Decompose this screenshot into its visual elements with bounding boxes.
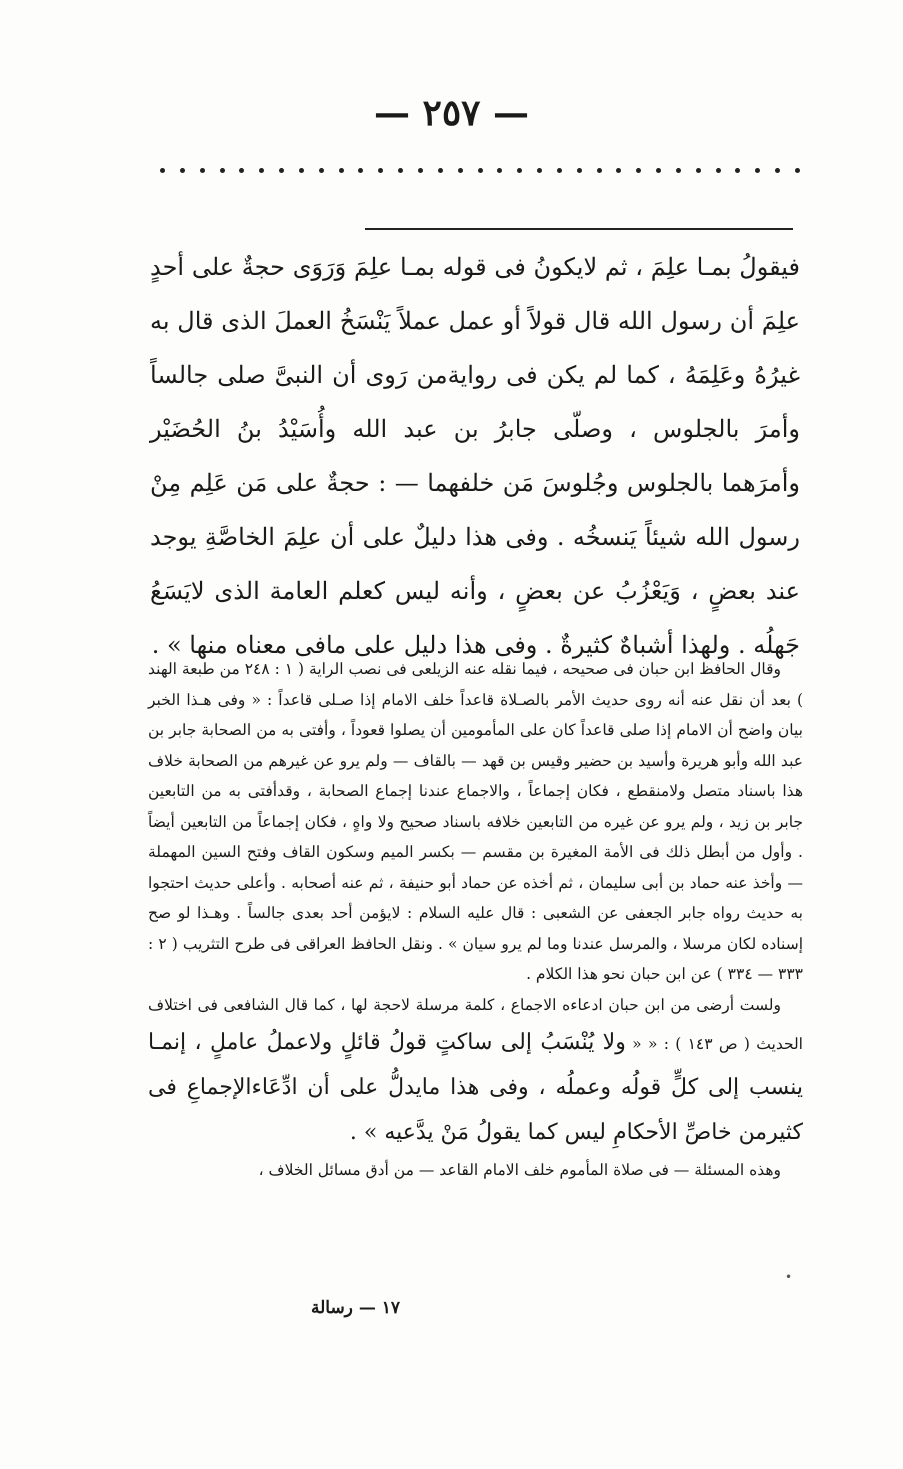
footnote-paragraph-2-quote: ولا يُنْسَبُ إلى ساكتٍ قولُ قائلٍ ولاعملُ عاملٍ ، إنمـا ينسب إلى كلٍّ قولُه وعملُه ، وفى هذا مايدلُّ على أن ادِّعَاءالإجماعِ فى كثيرمن خاصِّ الأحكامِ ليس كما يقولُ مَنْ يدَّعيه » . <box>148 1030 803 1145</box>
main-paragraph: فيقولُ بمـا علِمَ ، ثم لايكونُ فى قوله بمـا علِمَ وَرَوَى حجةٌ على أحدٍ علِمَ أن رسول الله قال قولاً أو عمل عملاً يَنْسَخُ العملَ الذى قال به غيرُهُ وعَلِمَهُ ، كما لم يكن فى روايةمن رَوى أن النبىَّ صلى جالساً وأمرَ بالجلوس ، وصلّى جابرُ بن عبد الله وأُسَيْدُ بنُ الحُضَيْر وأمرَهما بالجلوس وجُلوسَ مَن خلفهما — : حجةٌ على مَن عَلِم مِنْ رسول الله شيئاً يَنسخُه . وفى هذا دليلٌ على أن علِمَ الخاصَّةِ يوجد عند بعضٍ ، وَيَعْزُبُ عن بعضٍ ، وأنه ليس كعلم العامة الذى لايَسَعُ جَهلُه . ولهذا أشباهٌ كثيرةٌ . وفى هذا دليل على مافى معناه منها » . <box>150 253 800 659</box>
page-number: — ٢٥٧ — <box>373 92 530 134</box>
dotted-separator <box>160 168 800 173</box>
horizontal-rule <box>365 228 793 230</box>
footnote-block <box>148 654 803 1186</box>
footnote-paragraph-1: وقال الحافظ ابن حبان فى صحيحه ، فيما نقله عنه الزيلعى فى نصب الراية ( ١ : ٢٤٨ من طبعة الهند ) بعد أن نقل عنه أنه روى حديث الأمر بالصـلاة قاعداً خلف الامام إذا صـلى قاعداً : « وفى هـذا الخبر بيان واضح أن الامام إذا صلى قاعداً كان على المأمومين أن يصلوا قعوداً ، وأفتى به من الصحابة جابر بن عبد الله وأبو هريرة وأسيد بن حضير وقيس بن قهد — بالقاف — ولم يرو عن غيرهم من الصحابة خلاف هذا باسناد متصل ولامنقطع ، فكان إجماعاً ، والاجماع عندنا إجماع الصحابة ، وقدأفتى به من التابعين جابر بن زيد ، ولم يرو عن غيره من التابعين خلافه باسناد صحيح ولا واهٍ ، فكان إجماعاً من التابعين أيضاً . وأول من أبطل ذلك فى الأمة المغيرة بن مقسم — بكسر الميم وسكون القاف وفتح السين المهملة — وأخذ عنه حماد بن أبى سليمان ، ثم أخذه عن حماد أبو حنيفة ، ثم عنه أصحابه . وأعلى حديث احتجوا به حديث رواه جابر الجعفى عن الشعبى : قال عليه السلام : لايؤمن أحد بعدى جالساً . وهـذا لو صح إسناده لكان مرسلا ، والمرسل عندنا وما لم يرو سيان » . ونقل الحافظ العراقى فى طرح التثريب ( ٢ : ٣٣٣ — ٣٣٤ ) عن ابن حبان نحو هذا الكلام . <box>148 660 803 983</box>
footnote-paragraph-3: وهذه المسئلة — فى صلاة المأموم خلف الامام القاعد — من أدق مسائل الخلاف ، <box>258 1161 781 1179</box>
signature-line: ١٧ — رسالة <box>310 1298 400 1318</box>
footnote-paragraph-2 <box>148 990 803 1156</box>
main-text-block <box>150 240 800 672</box>
footnote-paragraph-2-intro: ولست أرضى من ابن حبان ادعاءه الاجماع ، كلمة مرسلة لاحجة لها ، كما قال الشافعى فى اختلاف الحديث ( ص ١٤٣ ) : « « <box>148 995 803 1053</box>
margin-mark: • <box>785 1270 793 1284</box>
